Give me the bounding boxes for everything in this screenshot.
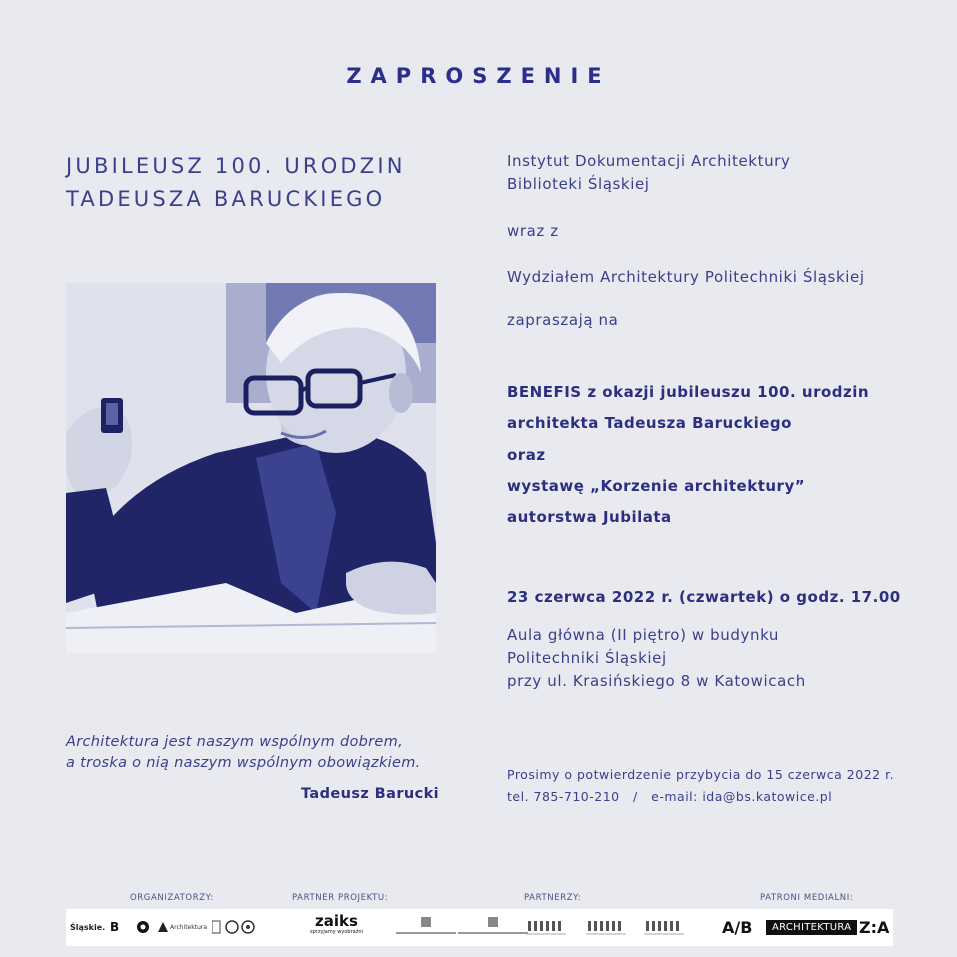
organizer-line-2: Biblioteki Śląskiej <box>507 175 650 193</box>
venue-line-3: przy ul. Krasińskiego 8 w Katowicach <box>507 672 806 690</box>
za-logo-text: Z:A <box>859 917 890 937</box>
event-line-2: architekta Tadeusza Baruckiego <box>507 414 792 432</box>
invite-text: zapraszają na <box>507 311 619 329</box>
ida-logo <box>136 917 150 937</box>
zaiks-logo <box>310 913 363 943</box>
event-line-1: BENEFIS z okazji jubileuszu 100. urodzin <box>507 383 870 401</box>
partner-logos-row <box>526 917 696 937</box>
za-logo <box>859 917 889 937</box>
venue <box>507 624 806 693</box>
quote-line-2: a troska o nią naszym wspólnym obowiązkiem. <box>66 755 421 771</box>
quote <box>66 732 451 774</box>
together-text: wraz z <box>507 222 559 240</box>
ab-logo-text: A/B <box>722 917 753 937</box>
slaskie-logo <box>70 917 105 937</box>
architektura-media-text: ARCHITEKTURA <box>766 920 857 935</box>
university-logos <box>212 917 264 937</box>
slaskie-logo-text: Śląskie. <box>70 922 106 932</box>
jubilee-line-1: JUBILEUSZ 100. URODZIN <box>66 154 406 178</box>
ab-logo <box>722 917 752 937</box>
quote-author: Tadeusz Barucki <box>301 786 439 802</box>
portrait-photo <box>66 283 436 653</box>
partner-building-icons <box>526 917 696 937</box>
partner-name: Wydziałem Architektury Politechniki Śląskiej <box>507 268 865 286</box>
architektura-media-logo <box>766 917 857 937</box>
partner-emblem-2 <box>458 917 528 937</box>
zaiks-logo-text: zaiks <box>314 912 358 930</box>
event-line-4: wystawę „Korzenie architektury” <box>507 477 806 495</box>
zaiks-tagline: sprzyjamy wyobraźni <box>310 929 363 935</box>
venue-line-2: Politechniki Śląskiej <box>507 649 667 667</box>
partners-label: PARTNERZY: <box>524 893 582 903</box>
ida-icon <box>136 920 150 934</box>
eagle-emblem-icon <box>396 917 456 937</box>
seal-icons <box>212 919 264 935</box>
logos-strip <box>66 909 893 946</box>
quote-line-1: Architektura jest naszym wspólnym dobrem, <box>66 734 403 750</box>
page-title: ZAPROSZENIE <box>346 64 611 88</box>
jubilee-line-2: TADEUSZA BARUCKIEGO <box>66 187 386 211</box>
venue-line-1: Aula główna (II piętro) w budynku <box>507 626 779 644</box>
media-patrons-label: PATRONI MEDIALNI: <box>760 893 854 903</box>
partner-emblem-1 <box>396 917 456 937</box>
organizer-name <box>507 150 790 196</box>
architektura-small-text: Architektura <box>170 923 208 931</box>
event-line-5: autorstwa Jubilata <box>507 508 672 526</box>
rsvp-text: Prosimy o potwierdzenie przybycia do 15 czerwca 2022 r. <box>507 767 895 782</box>
eagle-emblem-icon-2 <box>458 917 528 937</box>
project-partner-label: PARTNER PROJEKTU: <box>292 893 389 903</box>
event-date: 23 czerwca 2022 r. (czwartek) o godz. 17.00 <box>507 588 901 606</box>
architektura-organizer-logo <box>158 917 207 937</box>
contact-info: tel. 785-710-210 / e-mail: ida@bs.katowice.pl <box>507 789 833 804</box>
building-icon <box>158 922 168 932</box>
bs-logo: B <box>110 920 120 934</box>
jubilee-heading <box>66 150 466 216</box>
portrait-illustration <box>66 283 436 653</box>
organizers-label: ORGANIZATORZY: <box>130 893 214 903</box>
organizer-line-1: Instytut Dokumentacji Architektury <box>507 152 791 170</box>
event-line-3: oraz <box>507 446 546 464</box>
